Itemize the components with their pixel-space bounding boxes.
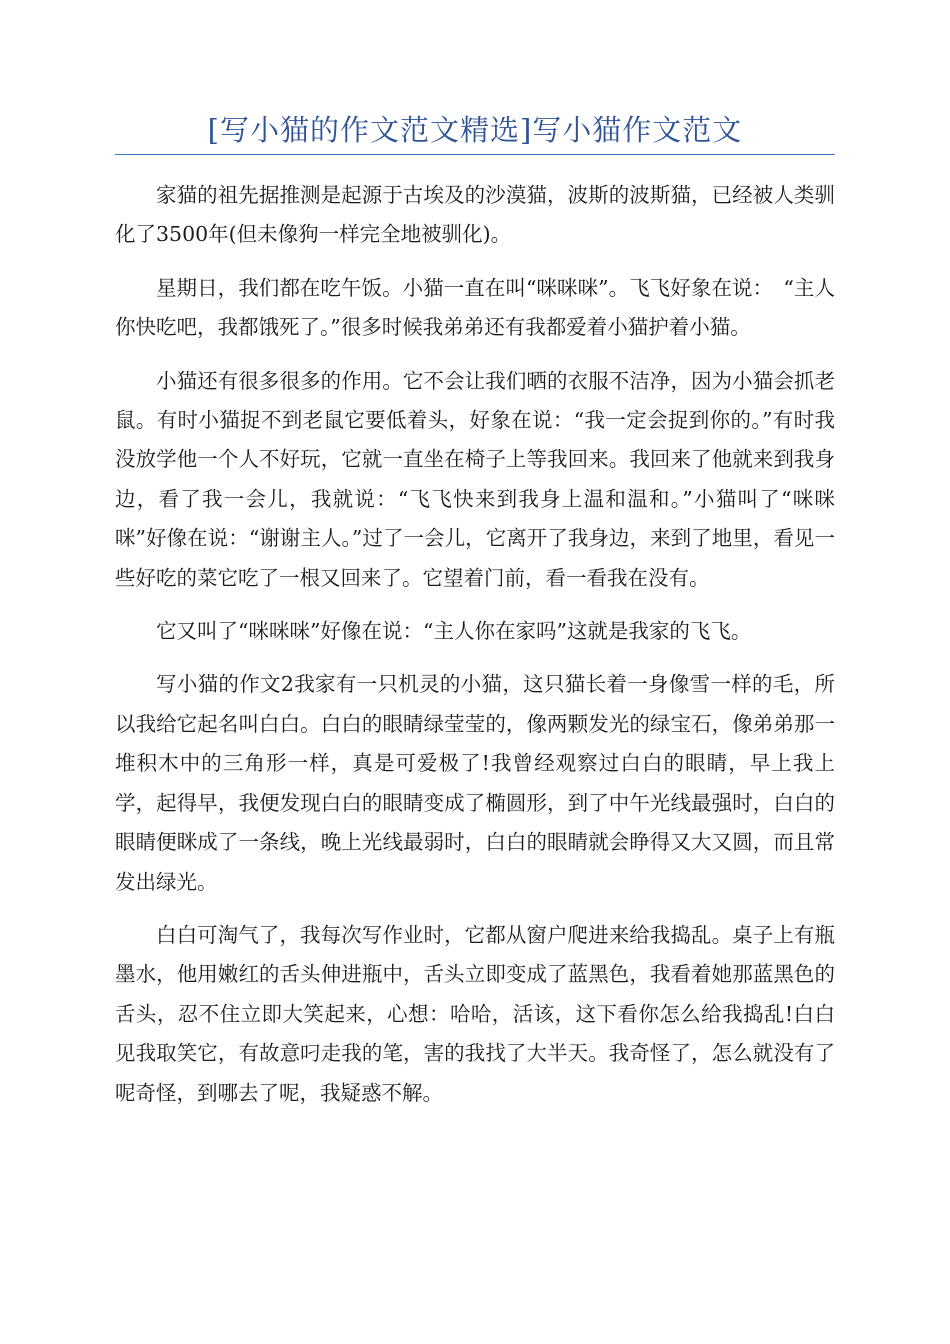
- paragraph: 写小猫的作文2我家有一只机灵的小猫，这只猫长着一身像雪一样的毛，所以我给它起名叫白白。白白的眼睛绿莹莹的，像两颗发光的绿宝石，像弟弟那一堆积木中的三角形一样，真是可爱极了!我曾经观察过白白的眼睛，早上我上学，起得早，我便发现白白的眼睛变成了椭圆形，到了中午光线最强时，白白的眼睛便眯成了一条线，晚上光线最弱时，白白的眼睛就会睁得又大又圆，而且常发出绿光。: [115, 672, 835, 894]
- document-body: [115, 176, 835, 1127]
- paragraph: 它又叫了“咪咪咪”好像在说：“主人你在家吗”这就是我家的飞飞。: [156, 619, 752, 644]
- paragraph: 星期日，我们都在吃午饭。小猫一直在叫“咪咪咪”。飞飞好象在说： “主人你快吃吧，我都饿死了。”很多时候我弟弟还有我都爱着小猫护着小猫。: [115, 275, 835, 340]
- paragraph: 小猫还有很多很多的作用。它不会让我们晒的衣服不洁净，因为小猫会抓老鼠。有时小猫捉不到老鼠它要低着头，好象在说：“我一定会捉到你的。”有时我没放学他一个人不好玩，它就一直坐在椅子上等我回来。我回来了他就来到我身边，看了我一会儿，我就说：“飞飞快来到我身上温和温和。”小猫叫了“咪咪咪”好像在说：“谢谢主人。”过了一会儿，它离开了我身边，来到了地里，看见一些好吃的菜它吃了一根又回来了。它望着门前，看一看我在没有。: [115, 368, 835, 590]
- paragraph: 家猫的祖先据推测是起源于古埃及的沙漠猫，波斯的波斯猫，已经被人类驯化了3500年(但未像狗一样完全地被驯化)。: [115, 183, 835, 247]
- paragraph: 白白可淘气了，我每次写作业时，它都从窗户爬进来给我捣乱。桌子上有瓶墨水，他用嫩红的舌头伸进瓶中，舌头立即变成了蓝黑色，我看着她那蓝黑色的舌头，忍不住立即大笑起来，心想：哈哈，活该，这下看你怎么给我捣乱!白白见我取笑它，有故意叼走我的笔，害的我找了大半天。我奇怪了，怎么就没有了呢奇怪，到哪去了呢，我疑惑不解。: [115, 922, 835, 1105]
- document-title: [写小猫的作文范文精选]写小猫作文范文: [207, 113, 743, 147]
- title-underline: [115, 154, 835, 155]
